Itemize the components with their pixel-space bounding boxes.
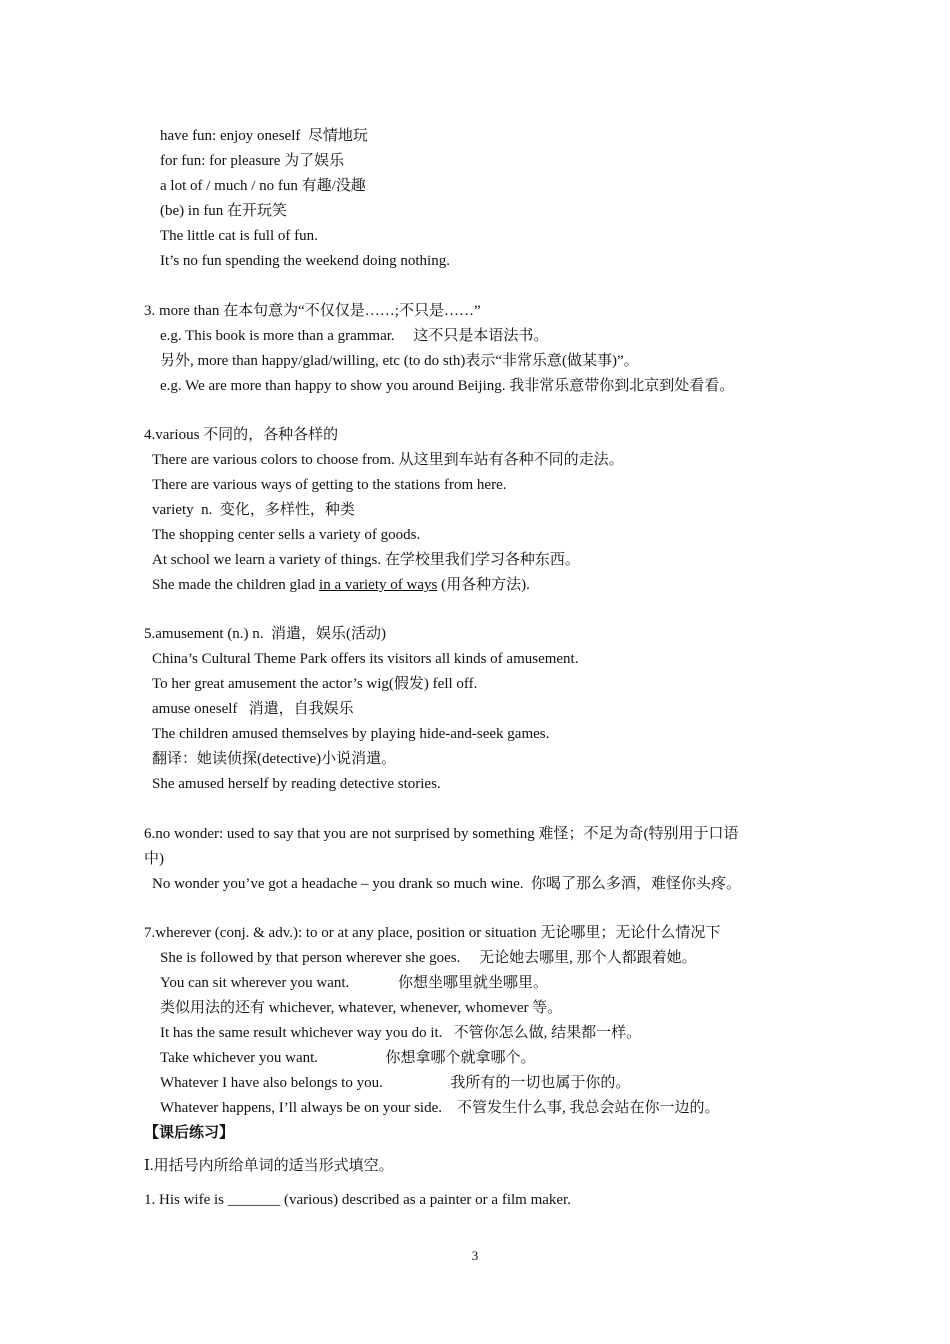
exercise-instruction: Ⅰ.用括号内所给单词的适当形式填空。 [144,1158,394,1174]
wherever-line-1: She is followed by that person wherever she goes. 无论她去哪里, 那个人都跟着她。 [160,950,697,966]
various-line-2: There are various ways of getting to the stations from here. [152,477,507,493]
wherever-line-5: Take whichever you want. 你想拿哪个就拿哪个。 [160,1050,536,1066]
wherever-line-7: Whatever happens, I’ll always be on your side. 不管发生什么事, 我总会站在你一边的。 [160,1100,720,1116]
no-wonder-example: No wonder you’ve got a headache – you drank so much wine. 你喝了那么多酒，难怪你头疼。 [152,876,742,892]
more-than-line-3: e.g. We are more than happy to show you around Beijing. 我非常乐意带你到北京到处看看。 [160,378,735,394]
amusement-line-5: 翻译：她读侦探(detective)小说消遣。 [152,751,397,767]
various-line-6-prefix: She made the children glad [152,577,320,593]
amusement-line-6: She amused herself by reading detective stories. [152,776,441,792]
exercise-title: 【课后练习】 [144,1125,235,1141]
various-line-1: There are various colors to choose from. 从这里到车站有各种不同的走法。 [152,452,624,468]
various-line-4: The shopping center sells a variety of goods. [152,527,421,543]
amusement-heading: 5.amusement (n.) n. 消遣，娱乐(活动) [144,626,387,642]
page-number: 3 [471,1248,479,1263]
wherever-line-6: Whatever I have also belongs to you. 我所有的一切也属于你的。 [160,1075,631,1091]
fun-line-3: a lot of / much / no fun 有趣/没趣 [160,178,366,194]
amusement-line-1: China’s Cultural Theme Park offers its visitors all kinds of amusement. [152,651,579,667]
exercise-question-1: 1. His wife is _______ (various) described as a painter or a film maker. [144,1192,571,1208]
fun-line-4: (be) in fun 在开玩笑 [160,203,288,219]
wherever-line-2: You can sit wherever you want. 你想坐哪里就坐哪里。 [160,975,549,991]
amusement-line-4: The children amused themselves by playing hide-and-seek games. [152,726,550,742]
wherever-heading: 7.wherever (conj. & adv.): to or at any place, position or situation 无论哪里；无论什么情况下 [144,925,721,941]
various-line-5: At school we learn a variety of things. 在学校里我们学习各种东西。 [152,552,580,568]
more-than-line-1: e.g. This book is more than a grammar. 这不只是本语法书。 [160,328,549,344]
no-wonder-heading-line-1: 6.no wonder: used to say that you are not surprised by something 难怪；不足为奇(特别用于口语 [144,826,739,842]
fun-line-1: have fun: enjoy oneself 尽情地玩 [160,128,368,144]
various-line-6-suffix: (用各种方法). [437,577,530,593]
fun-line-2: for fun: for pleasure 为了娱乐 [160,153,345,169]
amusement-line-2: To her great amusement the actor’s wig(假发) fell off. [152,676,478,692]
various-line-6-underlined: in a variety of ways [319,577,438,593]
wherever-line-3: 类似用法的还有 whichever, whatever, whenever, whomever 等。 [160,1000,563,1016]
fun-line-6: It’s no fun spending the weekend doing nothing. [160,253,450,269]
various-heading: 4.various 不同的，各种各样的 [144,427,339,443]
more-than-heading: 3. more than 在本句意为“不仅仅是……;不只是……” [144,303,481,319]
no-wonder-heading-line-2: 中) [144,851,164,867]
various-line-6 [152,576,530,594]
various-line-3: variety n. 变化，多样性，种类 [152,502,355,518]
amusement-line-3: amuse oneself 消遣，自我娱乐 [152,701,354,717]
wherever-line-4: It has the same result whichever way you do it. 不管你怎么做, 结果都一样。 [160,1025,642,1041]
more-than-line-2: 另外, more than happy/glad/willing, etc (to do sth)表示“非常乐意(做某事)”。 [160,353,639,369]
fun-line-5: The little cat is full of fun. [160,228,318,244]
